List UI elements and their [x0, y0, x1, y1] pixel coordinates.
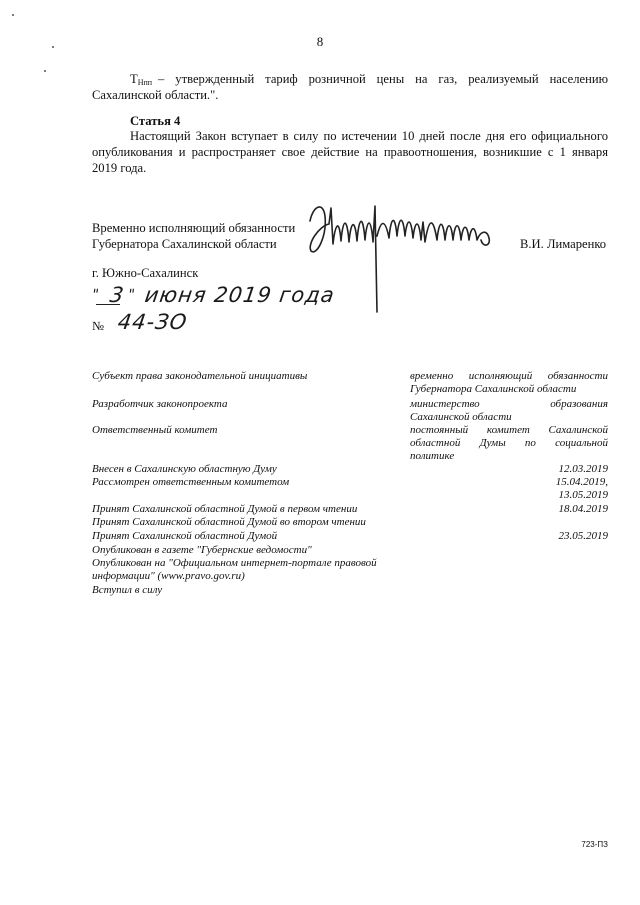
developer-value-line2: Сахалинской области	[410, 411, 512, 423]
history-label: Принят Сахалинской областной Думой во втором чтении	[92, 516, 366, 528]
scan-speck	[12, 14, 14, 16]
history-label: Опубликован на "Официальном интернет-портале правовой	[92, 557, 377, 569]
history-label: Рассмотрен ответственным комитетом	[92, 476, 290, 488]
history-label: Вступил в силу	[92, 584, 163, 596]
signatory-title-line1: Временно исполняющий обязанности	[92, 221, 296, 235]
history-label: Принят Сахалинской областной Думой	[92, 530, 278, 542]
scan-speck	[44, 70, 46, 72]
date-day: 3	[108, 283, 127, 307]
history-label: Опубликован в газете "Губернские ведомости"	[92, 544, 312, 556]
committee-value-line1: постоянный комитет Сахалинской	[410, 424, 608, 436]
committee-label: Ответственный комитет	[92, 424, 218, 436]
history-date: 23.05.2019	[558, 530, 608, 542]
signatory-title-line2: Губернатора Сахалинской области	[92, 237, 277, 251]
history-date: 12.03.2019	[558, 463, 608, 475]
subject-label: Субъект права законодательной инициативы	[92, 370, 308, 382]
subject-value-line1: временно исполняющий обязанности	[410, 370, 608, 382]
tariff-definition-line2: Сахалинской области.".	[92, 88, 219, 102]
signatory-name: В.И. Лимаренко	[520, 237, 607, 251]
date-month-year: июня 2019 года	[143, 283, 337, 307]
handwritten-signature	[305, 196, 525, 316]
history-date: 15.04.2019,	[555, 476, 608, 488]
history-date: 13.05.2019	[558, 489, 608, 501]
article-title: Статья 4	[130, 114, 181, 128]
article-text-line3: 2019 года.	[92, 161, 147, 175]
scan-speck	[52, 46, 54, 48]
date-underline	[96, 304, 120, 305]
tariff-symbol: $Т_{Нпп}$	[130, 72, 153, 87]
history-date: 18.04.2019	[558, 503, 608, 515]
article-text-line2: опубликования и распространяет свое действие на правоотношения, возникшие с 1 января	[92, 145, 608, 159]
subject-value-line2: Губернатора Сахалинской области	[410, 383, 577, 395]
history-label: информации" (www.pravo.gov.ru)	[92, 570, 245, 582]
developer-label: Разработчик законопроекта	[92, 398, 228, 410]
number-sign: №	[92, 319, 105, 333]
city: г. Южно-Сахалинск	[92, 266, 199, 280]
law-number: 44-ЗО	[116, 310, 189, 334]
history-label: Принят Сахалинской областной Думой в первом чтении	[92, 503, 358, 515]
footer-code: 723-ПЗ	[581, 840, 608, 849]
date-quote-close: "	[126, 287, 137, 303]
article-text-line1: Настоящий Закон вступает в силу по истечении 10 дней после дня его официального	[130, 129, 608, 143]
date-quote-open: "	[90, 287, 101, 303]
history-label: Внесен в Сахалинскую областную Думу	[92, 463, 277, 475]
page-number: 8	[316, 34, 324, 49]
developer-value-line1: министерство образования	[410, 398, 608, 410]
tariff-definition-line: – утвержденный тариф розничной цены на газ, реализуемый населению	[158, 72, 608, 86]
committee-value-line3: политике	[410, 450, 455, 462]
committee-value-line2: областной Думы по социальной	[410, 437, 608, 449]
